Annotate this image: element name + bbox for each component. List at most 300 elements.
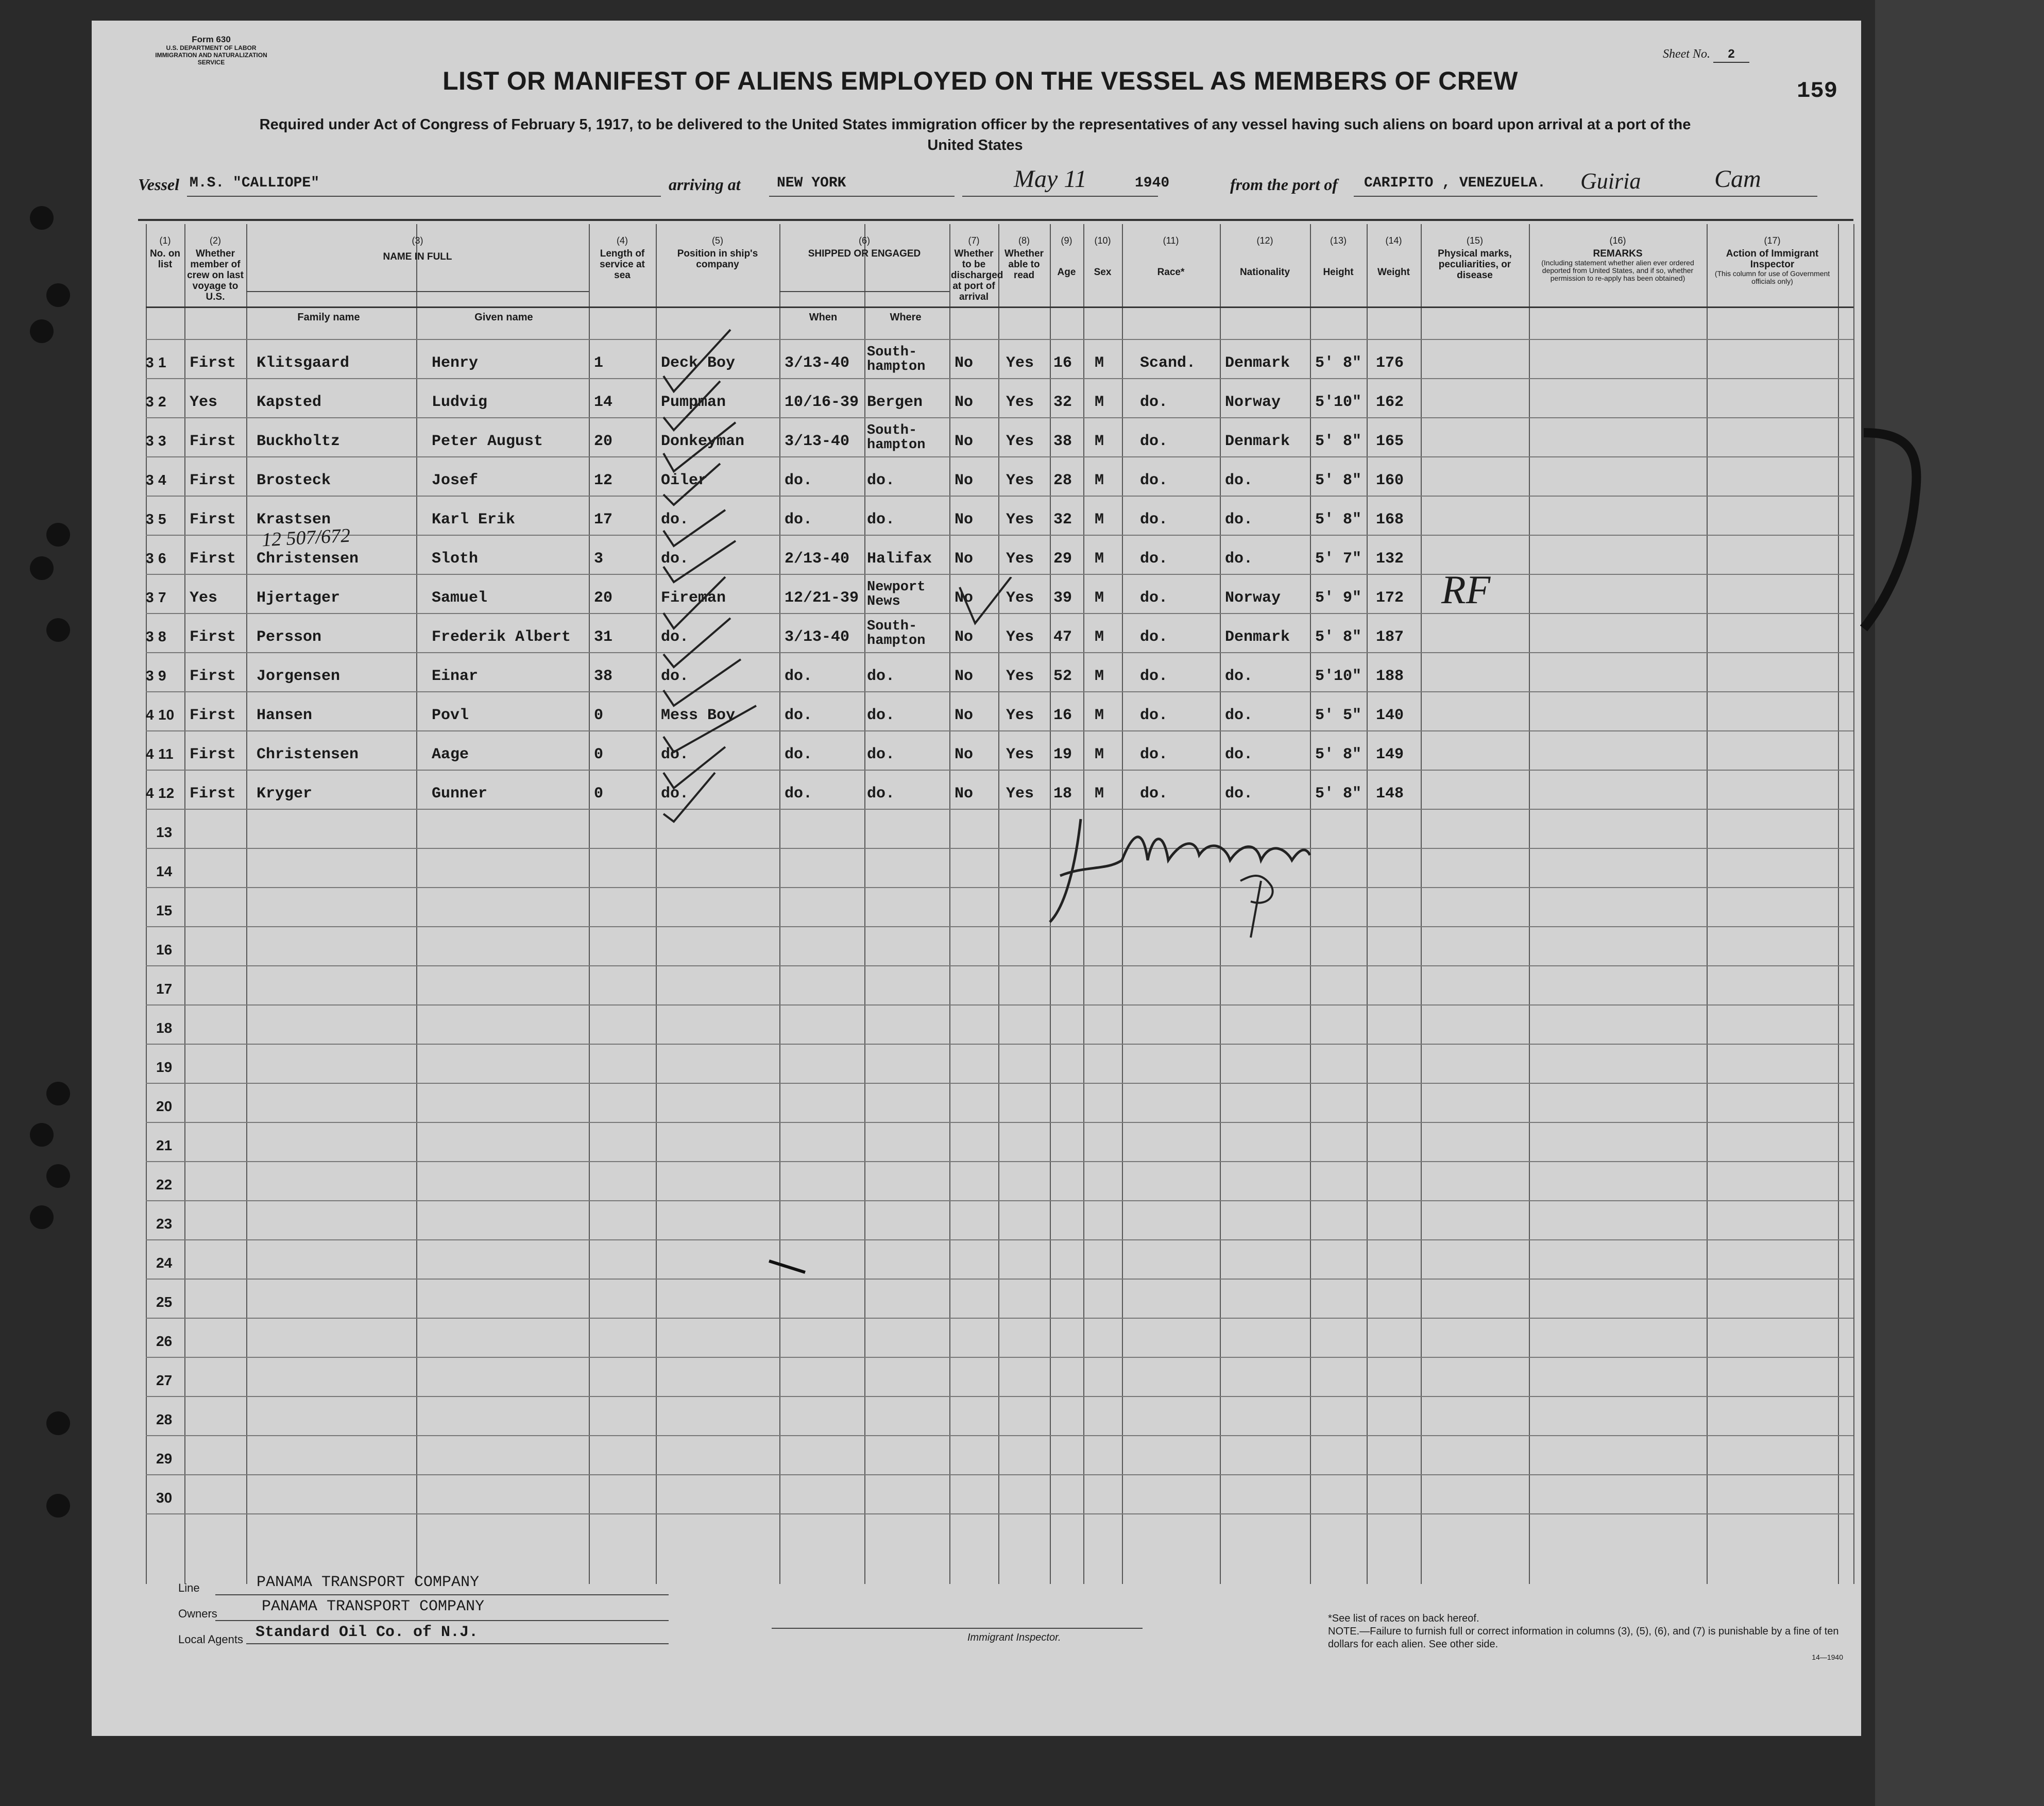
cell-last: First — [190, 354, 236, 372]
empty-table-row — [146, 1435, 1853, 1474]
row-number: 18 — [156, 1020, 173, 1036]
row-suffix-number: 5 — [158, 511, 166, 527]
cell-where: do. — [867, 668, 895, 685]
cell-discharge: No — [955, 394, 974, 411]
cell-nationality: do. — [1225, 668, 1253, 685]
cell-sex: M — [1095, 785, 1104, 803]
cell-height: 5' 9" — [1315, 589, 1362, 607]
cell-service: 0 — [594, 746, 604, 763]
cell-discharge: No — [955, 628, 974, 646]
empty-table-row — [146, 1200, 1853, 1239]
col-header-remarks: (16) REMARKS (Including statement whether alien ever ordered deported from United States, and if so, whether permission to re-apply has been obtained) — [1541, 235, 1694, 282]
row-suffix-number: 3 — [158, 433, 166, 449]
cell-family: Klitsgaard — [257, 354, 350, 372]
cell-height: 5'10" — [1315, 668, 1362, 685]
cell-nationality: do. — [1225, 746, 1253, 763]
cell-last: First — [190, 785, 236, 803]
row-number: 30 — [156, 1490, 173, 1506]
row-number: 25 — [156, 1294, 173, 1310]
arriving-port: NEW YORK — [777, 175, 846, 191]
row-prefix-number: 3 — [146, 354, 154, 370]
row-suffix-number: 11 — [158, 746, 174, 762]
handwritten-port-note-2: Cam — [1714, 165, 1761, 193]
cell-age: 32 — [1053, 394, 1072, 411]
row-suffix-number: 6 — [158, 550, 166, 566]
cell-given: Aage — [432, 746, 469, 763]
pen-stroke-mark — [766, 1257, 808, 1277]
form-number: Form 630 — [192, 35, 231, 44]
table-row — [146, 417, 1853, 456]
empty-table-row — [146, 1474, 1853, 1513]
cell-height: 5' 8" — [1315, 433, 1362, 450]
cell-weight: 149 — [1376, 746, 1404, 763]
cell-when: 3/13-40 — [785, 628, 850, 646]
cell-given: Henry — [432, 354, 479, 372]
service-name: IMMIGRATION AND NATURALIZATION SERVICE — [155, 52, 267, 66]
cell-race: do. — [1140, 628, 1168, 646]
cell-race: do. — [1140, 511, 1168, 529]
col-header-nationality: (12) Nationality — [1239, 235, 1290, 278]
row-suffix-number: 8 — [158, 628, 166, 644]
cell-nationality: do. — [1225, 511, 1253, 529]
cell-position: do. — [661, 746, 689, 763]
punch-hole — [46, 1494, 70, 1518]
cell-age: 29 — [1053, 550, 1072, 568]
cell-position: do. — [661, 550, 689, 568]
cell-race: do. — [1140, 472, 1168, 489]
cell-discharge: No — [955, 668, 974, 685]
cell-discharge: No — [955, 550, 974, 568]
row-number: 21 — [156, 1137, 173, 1153]
empty-table-row — [146, 809, 1853, 848]
cell-read: Yes — [1006, 628, 1034, 646]
row-number: 28 — [156, 1411, 173, 1427]
cell-nationality: Norway — [1225, 394, 1281, 411]
cell-weight: 168 — [1376, 511, 1404, 529]
header-rule — [138, 219, 1853, 221]
cell-service: 20 — [594, 589, 613, 607]
cell-last: First — [190, 433, 236, 450]
empty-table-row — [146, 1004, 1853, 1044]
cell-sex: M — [1095, 707, 1104, 724]
cell-discharge: No — [955, 433, 974, 450]
row-prefix-number: 4 — [146, 746, 154, 762]
punch-hole — [46, 618, 70, 642]
cell-read: Yes — [1006, 354, 1034, 372]
sub-header-where: Where — [890, 312, 922, 323]
table-row — [146, 456, 1853, 496]
cell-sex: M — [1095, 668, 1104, 685]
col-header-height: (13) Height — [1323, 235, 1354, 278]
table-row — [146, 770, 1853, 809]
punch-hole — [30, 319, 54, 343]
empty-table-row — [146, 1357, 1853, 1396]
cell-position: Deck Boy — [661, 354, 736, 372]
cell-read: Yes — [1006, 472, 1034, 489]
cell-weight: 140 — [1376, 707, 1404, 724]
empty-table-row — [146, 926, 1853, 965]
cell-age: 47 — [1053, 628, 1072, 646]
cell-last: First — [190, 668, 236, 685]
cell-where: do. — [867, 746, 895, 763]
punch-hole — [30, 556, 54, 580]
cell-read: Yes — [1006, 589, 1034, 607]
cell-race: do. — [1140, 589, 1168, 607]
manifest-page — [92, 21, 1861, 1736]
cell-service: 31 — [594, 628, 613, 646]
cell-when: do. — [785, 746, 813, 763]
cell-race: do. — [1140, 707, 1168, 724]
cell-age: 38 — [1053, 433, 1072, 450]
sub-header-when: When — [809, 312, 838, 323]
cell-given: Gunner — [432, 785, 488, 803]
cell-where: Bergen — [867, 394, 923, 411]
table-row — [146, 378, 1853, 417]
cell-when: do. — [785, 707, 813, 724]
col-header-weight: (14) Weight — [1377, 235, 1410, 278]
row-number: 22 — [156, 1177, 173, 1192]
cell-service: 38 — [594, 668, 613, 685]
cell-given: Sloth — [432, 550, 479, 568]
cell-sex: M — [1095, 511, 1104, 529]
cell-given: Povl — [432, 707, 469, 724]
row-prefix-number: 4 — [146, 707, 154, 723]
row-prefix-number: 4 — [146, 785, 154, 801]
arrival-year: 1940 — [1135, 175, 1170, 191]
row-suffix-number: 12 — [158, 785, 175, 801]
cell-given: Ludvig — [432, 394, 488, 411]
cell-when: 2/13-40 — [785, 550, 850, 568]
cell-given: Samuel — [432, 589, 488, 607]
cell-race: do. — [1140, 433, 1168, 450]
cell-when: 3/13-40 — [785, 354, 850, 372]
races-note: *See list of races on back hereof. — [1328, 1613, 1479, 1624]
page-title: LIST OR MANIFEST OF ALIENS EMPLOYED ON THE VESSEL AS MEMBERS OF CREW — [442, 66, 1518, 95]
cell-when: 3/13-40 — [785, 433, 850, 450]
cell-sex: M — [1095, 433, 1104, 450]
cell-position: Mess Boy — [661, 707, 736, 724]
cell-weight: 165 — [1376, 433, 1404, 450]
col-header-discharge: (7) Whether to be discharged at port of arrival — [951, 235, 1003, 302]
owners-label: Owners — [178, 1607, 217, 1620]
vessel-name: M.S. "CALLIOPE" — [190, 175, 320, 191]
cell-height: 5' 7" — [1315, 550, 1362, 568]
cell-service: 17 — [594, 511, 613, 529]
cell-race: do. — [1140, 394, 1168, 411]
punch-hole — [46, 1411, 70, 1435]
row-number: 23 — [156, 1216, 173, 1232]
cell-nationality: Norway — [1225, 589, 1281, 607]
cell-family: Brosteck — [257, 472, 331, 489]
cell-family: Hjertager — [257, 589, 340, 607]
cell-service: 1 — [594, 354, 604, 372]
cell-height: 5'10" — [1315, 394, 1362, 411]
cell-service: 20 — [594, 433, 613, 450]
handwritten-case-number: 12 507/672 — [261, 524, 351, 551]
cell-sex: M — [1095, 472, 1104, 489]
cell-read: Yes — [1006, 550, 1034, 568]
punch-hole — [46, 283, 70, 307]
cell-nationality: Denmark — [1225, 628, 1290, 646]
cell-age: 19 — [1053, 746, 1072, 763]
table-row — [146, 496, 1853, 535]
row-number: 14 — [156, 863, 173, 879]
cell-position: do. — [661, 511, 689, 529]
cell-family: Krastsen — [257, 511, 331, 529]
col-header-last-voyage: (2) Whether member of crew on last voyage to U.S. — [187, 235, 244, 302]
row-suffix-number: 1 — [158, 354, 166, 370]
cell-discharge: No — [955, 589, 974, 607]
cell-height: 5' 5" — [1315, 707, 1362, 724]
cell-nationality: do. — [1225, 472, 1253, 489]
col-header-name: (3) NAME IN FULL Family name Given name — [246, 224, 589, 338]
cell-service: 14 — [594, 394, 613, 411]
empty-table-row — [146, 1161, 1853, 1200]
cell-family: Buckholtz — [257, 433, 340, 450]
scan-border — [1875, 0, 2044, 1806]
cell-where: Halifax — [867, 550, 932, 568]
sub-header-given-name: Given name — [474, 312, 533, 323]
cell-family: Christensen — [257, 746, 359, 763]
cell-last: First — [190, 511, 236, 529]
table-row — [146, 652, 1853, 691]
cell-where: South- hampton — [867, 345, 926, 374]
cell-last: First — [190, 707, 236, 724]
cell-last: First — [190, 746, 236, 763]
row-number: 27 — [156, 1372, 173, 1388]
cell-last: First — [190, 472, 236, 489]
table-row — [146, 535, 1853, 574]
col-header-read: (8) Whether able to read — [1004, 235, 1044, 281]
col-header-service: (4) Length of service at sea — [600, 235, 645, 281]
row-prefix-number: 3 — [146, 589, 154, 605]
cell-nationality: do. — [1225, 785, 1253, 803]
row-number: 13 — [156, 824, 173, 840]
cell-where: Newport News — [867, 580, 926, 609]
row-suffix-number: 7 — [158, 589, 166, 605]
cell-height: 5' 8" — [1315, 746, 1362, 763]
empty-table-row — [146, 1279, 1853, 1318]
cell-read: Yes — [1006, 746, 1034, 763]
row-number: 29 — [156, 1451, 173, 1467]
margin-bracket-mark — [1853, 422, 1931, 639]
checkmarks-position-column — [653, 325, 766, 824]
cell-weight: 162 — [1376, 394, 1404, 411]
cell-family: Kryger — [257, 785, 313, 803]
cell-sex: M — [1095, 394, 1104, 411]
row-prefix-number: 3 — [146, 628, 154, 644]
cell-where: South- hampton — [867, 423, 926, 453]
cell-weight: 148 — [1376, 785, 1404, 803]
cell-given: Einar — [432, 668, 479, 685]
row-suffix-number: 4 — [158, 472, 166, 488]
row-number: 26 — [156, 1333, 173, 1349]
cell-where: do. — [867, 707, 895, 724]
col-header-physical-marks: (15) Physical marks, peculiarities, or disease — [1438, 235, 1512, 281]
cell-service: 0 — [594, 707, 604, 724]
punch-hole — [30, 206, 54, 230]
row-number: 17 — [156, 981, 173, 997]
cell-nationality: do. — [1225, 707, 1253, 724]
cell-sex: M — [1095, 550, 1104, 568]
cell-weight: 160 — [1376, 472, 1404, 489]
cell-family: Persson — [257, 628, 322, 646]
punch-hole — [30, 1123, 54, 1147]
cell-when: do. — [785, 511, 813, 529]
cell-last: First — [190, 550, 236, 568]
footer-note — [1328, 1612, 1843, 1664]
arriving-label: arriving at — [669, 175, 741, 194]
sub-header-family-name: Family name — [297, 312, 360, 323]
cell-given: Josef — [432, 472, 479, 489]
cell-where: South- hampton — [867, 619, 926, 649]
row-suffix-number: 10 — [158, 707, 175, 723]
physical-marks-rf: RF — [1441, 567, 1491, 612]
cell-race: Scand. — [1140, 354, 1196, 372]
cell-nationality: do. — [1225, 550, 1253, 568]
cell-given: Frederik Albert — [432, 628, 571, 646]
punch-hole — [46, 1082, 70, 1105]
cell-discharge: No — [955, 746, 974, 763]
cell-family: Jorgensen — [257, 668, 340, 685]
table-header — [146, 224, 1853, 338]
cell-position: Oiler — [661, 472, 708, 489]
empty-table-row — [146, 1239, 1853, 1279]
vessel-line — [138, 165, 1828, 206]
cell-age: 39 — [1053, 589, 1072, 607]
form-identifier — [144, 35, 278, 66]
cell-height: 5' 8" — [1315, 628, 1362, 646]
cell-age: 16 — [1053, 707, 1072, 724]
from-port: CARIPITO , VENEZUELA. — [1364, 175, 1546, 191]
sheet-value: 2 — [1713, 48, 1749, 63]
arrival-date-handwritten: May 11 — [1014, 165, 1087, 193]
cell-height: 5' 8" — [1315, 511, 1362, 529]
sheet-label: Sheet No. — [1663, 47, 1710, 61]
from-port-label: from the port of — [1230, 175, 1338, 194]
cell-height: 5' 8" — [1315, 354, 1362, 372]
cell-read: Yes — [1006, 511, 1034, 529]
vessel-label: Vessel — [138, 175, 179, 194]
empty-table-row — [146, 965, 1853, 1004]
row-suffix-number: 2 — [158, 394, 166, 410]
cell-position: Donkeyman — [661, 433, 745, 450]
col-header-shipped: (6) SHIPPED OR ENGAGED When Where — [779, 224, 949, 338]
table-row — [146, 339, 1853, 378]
agents-label: Local Agents — [178, 1633, 243, 1646]
cell-position: do. — [661, 628, 689, 646]
page-subtitle: Required under Act of Congress of February 5, 1917, to be delivered to the United States immigration officer by the representatives of any vessel having such aliens on board upon arrival at a port of the United States — [259, 116, 1691, 154]
row-number: 24 — [156, 1255, 173, 1271]
cell-read: Yes — [1006, 668, 1034, 685]
cell-nationality: Denmark — [1225, 354, 1290, 372]
row-number: 16 — [156, 942, 173, 958]
empty-table-row — [146, 1122, 1853, 1161]
col-header-race: (11) Race* — [1157, 235, 1185, 278]
punch-hole — [46, 523, 70, 547]
cell-sex: M — [1095, 746, 1104, 763]
cell-discharge: No — [955, 511, 974, 529]
cell-read: Yes — [1006, 433, 1034, 450]
print-code: 14—1940 — [1812, 1653, 1843, 1661]
col-header-age: (9) Age — [1057, 235, 1076, 278]
cell-last: First — [190, 628, 236, 646]
cell-weight: 172 — [1376, 589, 1404, 607]
cell-race: do. — [1140, 785, 1168, 803]
cell-where: do. — [867, 472, 895, 489]
cell-height: 5' 8" — [1315, 472, 1362, 489]
col-header-inspector-action: (17) Action of Immigrant Inspector (This column for use of Government officials only) — [1714, 235, 1830, 285]
cell-given: Peter August — [432, 433, 543, 450]
cell-family: Kapsted — [257, 394, 322, 411]
col-header-no: (1) No. on list — [149, 235, 181, 270]
row-prefix-number: 3 — [146, 394, 154, 410]
empty-table-row — [146, 887, 1853, 926]
cell-position: do. — [661, 668, 689, 685]
owners-value: PANAMA TRANSPORT COMPANY — [262, 1598, 485, 1615]
cell-weight: 132 — [1376, 550, 1404, 568]
row-prefix-number: 3 — [146, 511, 154, 527]
row-suffix-number: 9 — [158, 668, 166, 684]
agents-value: Standard Oil Co. of N.J. — [256, 1624, 479, 1641]
inspector-label: Immigrant Inspector. — [967, 1632, 1061, 1643]
cell-discharge: No — [955, 707, 974, 724]
cell-race: do. — [1140, 550, 1168, 568]
cell-family: Christensen — [257, 550, 359, 568]
cell-discharge: No — [955, 472, 974, 489]
row-number: 15 — [156, 902, 173, 918]
cell-age: 18 — [1053, 785, 1072, 803]
cell-age: 28 — [1053, 472, 1072, 489]
line-label: Line — [178, 1581, 200, 1594]
sheet-number — [1663, 47, 1786, 63]
row-prefix-number: 3 — [146, 668, 154, 684]
cell-age: 16 — [1053, 354, 1072, 372]
cell-race: do. — [1140, 746, 1168, 763]
cell-service: 12 — [594, 472, 613, 489]
cell-weight: 188 — [1376, 668, 1404, 685]
cell-read: Yes — [1006, 707, 1034, 724]
cell-weight: 187 — [1376, 628, 1404, 646]
inspector-signature — [1045, 804, 1313, 948]
cell-last: Yes — [190, 589, 218, 607]
empty-table-row — [146, 1318, 1853, 1357]
cell-age: 52 — [1053, 668, 1072, 685]
cell-when: 10/16-39 — [785, 394, 859, 411]
col-header-sex: (10) Sex — [1094, 235, 1112, 278]
cell-position: Fireman — [661, 589, 726, 607]
cell-when: do. — [785, 472, 813, 489]
cell-read: Yes — [1006, 394, 1034, 411]
cell-sex: M — [1095, 354, 1104, 372]
cell-when: do. — [785, 668, 813, 685]
col-header-position: (5) Position in ship's company — [677, 235, 758, 270]
cell-read: Yes — [1006, 785, 1034, 803]
cell-nationality: Denmark — [1225, 433, 1290, 450]
cell-position: do. — [661, 785, 689, 803]
empty-table-row — [146, 1083, 1853, 1122]
cell-sex: M — [1095, 589, 1104, 607]
punch-hole — [30, 1205, 54, 1229]
table-row — [146, 730, 1853, 770]
row-prefix-number: 3 — [146, 550, 154, 566]
cell-age: 32 — [1053, 511, 1072, 529]
empty-table-row — [146, 1044, 1853, 1083]
row-number: 19 — [156, 1059, 173, 1075]
cell-sex: M — [1095, 628, 1104, 646]
cell-where: do. — [867, 785, 895, 803]
handwritten-port-note: Guiria — [1580, 168, 1641, 194]
